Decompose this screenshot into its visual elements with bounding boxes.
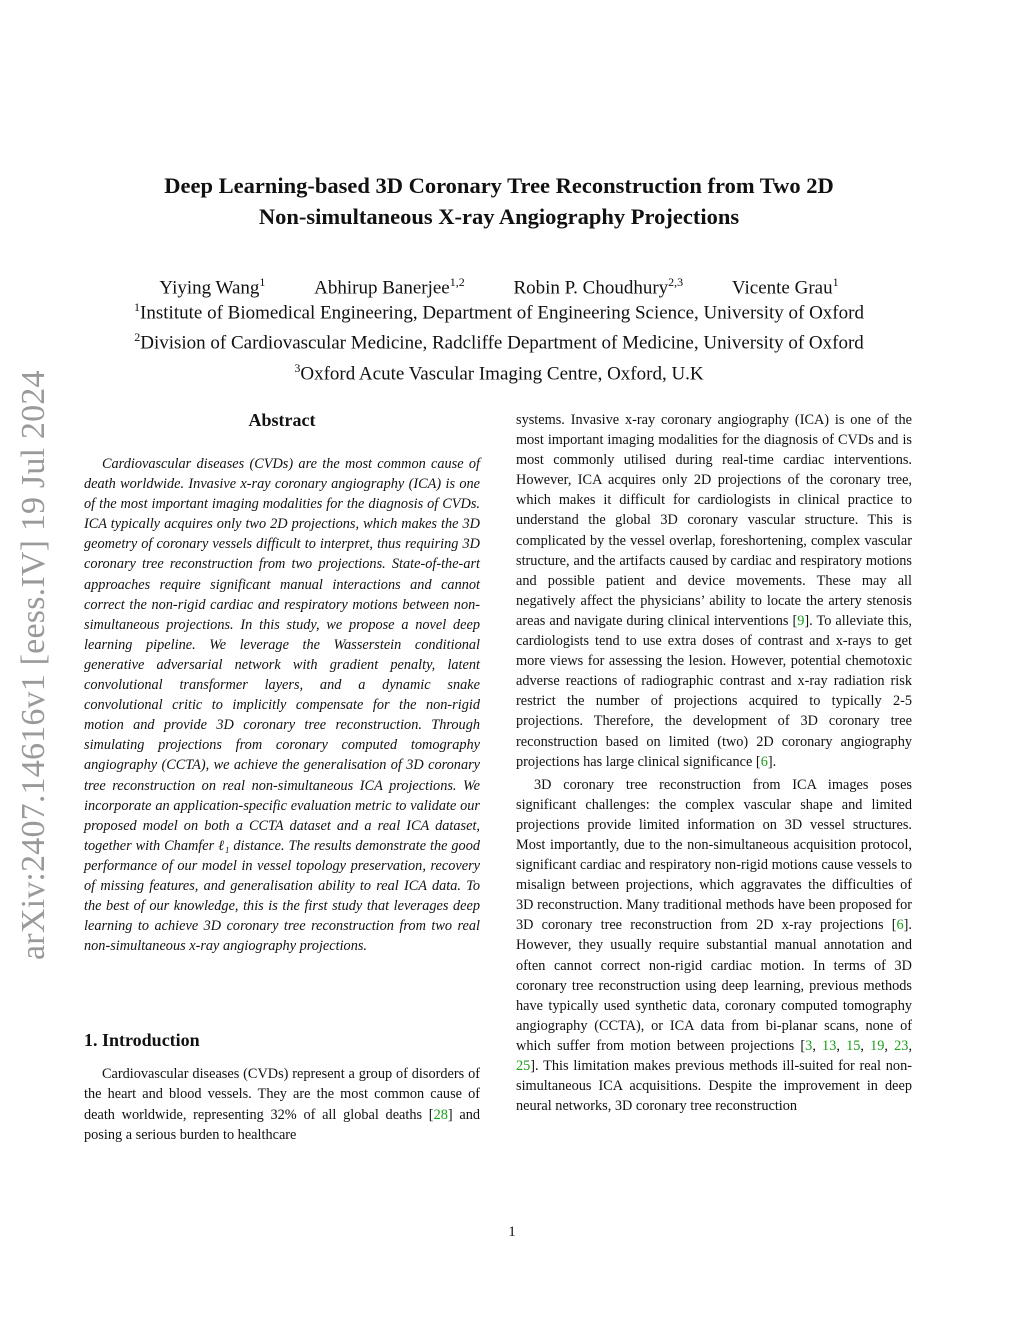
title-line-2: Non-simultaneous X-ray Angiography Projections (258, 204, 740, 229)
title-line-1: Deep Learning-based 3D Coronary Tree Reconstruction from Two 2D (164, 173, 834, 198)
citation-link[interactable]: 13 (822, 1037, 837, 1054)
affiliation: $^2$Division of Cardiovascular Medicine, Radcliffe Department of Medicine, University of Oxford (134, 330, 864, 354)
section-heading-introduction: 1. Introduction (84, 1030, 200, 1051)
body-paragraph: 3D coronary tree reconstruction from ICA images poses significant challenges: the complex vascular shape and limited projections provide limited information on 3D vessel structures. Most importantly, due to the non-simultaneous acquisition protocol, significant cardiac and respiratory non-rigid motions cause vessels to misalign between projections, which aggravates the difficulties of 3D reconstruction. Many traditional methods have been proposed for 3D coronary tree reconstruction from 2D x-ray projections [6]. However, they usually require substantial manual annotation and often cannot correct non-rigid cardiac motion. In terms of 3D coronary tree reconstruction using deep learning, previous methods have typically used synthetic data, coronary computed tomography angiography (CCTA), or ICA data from bi-planar scans, none of which suffer from motion between projections [3, 13, 15, 19, 23, 25]. This limitation makes previous methods ill-suited for real non-simultaneous ICA acquisitions. Despite the improvement in deep neural networks, 3D coronary tree reconstruction (516, 776, 913, 1115)
right-column (516, 410, 912, 1116)
citation-link[interactable]: 23 (894, 1037, 909, 1054)
abstract-text: Cardiovascular diseases (CVDs) are the most common cause of death worldwide. Invasive x-ray coronary angiography (ICA) is one of the most important imaging modalities for the diagnosis of CVDs. ICA typically acquires only two 2D projections, which makes the 3D geometry of coronary vessels difficult to interpret, thus requiring 3D coronary tree reconstruction from two projections. State-of-the-art approaches require significant manual interactions and cannot correct the non-rigid cardiac and respiratory motions between non-simultaneous projections. In this study, we propose a novel deep learning pipeline. We leverage the Wasserstein conditional generative adversarial network with gradient penalty, latent convolutional transformer layers, and a dynamic snake convolutional critic to implicitly compensate for the non-rigid motion and provide 3D coronary tree reconstruction. Through simulating projections from coronary computed tomography angiography (CCTA), we achieve the generalisation of 3D coronary tree reconstruction on real non-simultaneous ICA projections. We incorporate an application-specific evaluation metric to validate our proposed model on both a CCTA dataset and a real ICA dataset, together with Chamfer ℓ₁ distance. The results demonstrate the good performance of our model in vessel topology preservation, recovery of missing features, and generalisation ability to real ICA data. To the best of our knowledge, this is the first study that leverages deep learning to achieve 3D coronary tree reconstruction from two real non-simultaneous x-ray angiography projections. (84, 456, 480, 955)
page-number: 1 (508, 1224, 516, 1240)
citation-link[interactable]: 25 (516, 1058, 531, 1074)
citation-link[interactable]: 28 (433, 1106, 448, 1123)
affiliation-list (84, 295, 914, 386)
body-paragraph: systems. Invasive x-ray coronary angiography (ICA) is one of the most important imaging modalities for the diagnosis of CVDs and is most commonly utilised during real-time cardiac interventions. However, ICA acquires only 2D projections of the coronary tree, which makes it difficult for cardiologists in clinical practice to understand the global 3D coronary vascular structure. This is complicated by the vessel overlap, foreshortening, complex vascular structure, and the artifacts caused by cardiac and respiratory motions and possible patient and device movements. These may all negatively affect the physicians’ ability to locate the artery stenosis areas and navigate during clinical interventions [9]. To alleviate this, cardiologists tend to use extra doses of contrast and x-rays to get more views for assessing the lesion. However, potential chemotoxic adverse reactions of radiographic contrast and x-ray radiation risk restrict the number of projections acquired to typically 2-5 projections. Therefore, the development of 3D coronary tree reconstruction based on limited (two) 2D coronary angiography projections has large clinical significance [6]. (516, 412, 912, 770)
author: Abhirup Banerjee$^{1,2}$ (314, 275, 465, 299)
affiliation: $^1$Institute of Biomedical Engineering, Department of Engineering Science, University of Oxford (134, 300, 864, 324)
left-column (84, 408, 480, 1145)
arxiv-side-stamp: arXiv:2407.14616v1 [eess.IV] 19 Jul 2024 (15, 370, 52, 960)
abstract-heading: Abstract (248, 410, 316, 430)
citation-link[interactable]: 3 (805, 1037, 813, 1054)
introduction-paragraph: Cardiovascular diseases (CVDs) represent a group of disorders of the heart and blood vessels. They are the most common cause of death worldwide, representing 32% of all global deaths [28] and posing a serious burden to healthcare (84, 1066, 480, 1143)
citation-link[interactable]: 15 (846, 1037, 861, 1054)
citation-link[interactable]: 6 (896, 917, 904, 934)
author: Yiying Wang$^1$ (159, 275, 266, 299)
citation-link[interactable]: 6 (760, 753, 768, 770)
author: Vicente Grau$^1$ (731, 275, 839, 299)
citation-link[interactable]: 9 (797, 612, 805, 629)
citation-link[interactable]: 19 (870, 1037, 885, 1054)
affiliation: $^3$Oxford Acute Vascular Imaging Centre, Oxford, U.K (294, 360, 704, 384)
author: Robin P. Choudhury$^{2,3}$ (513, 275, 684, 299)
paper-title (84, 170, 914, 232)
